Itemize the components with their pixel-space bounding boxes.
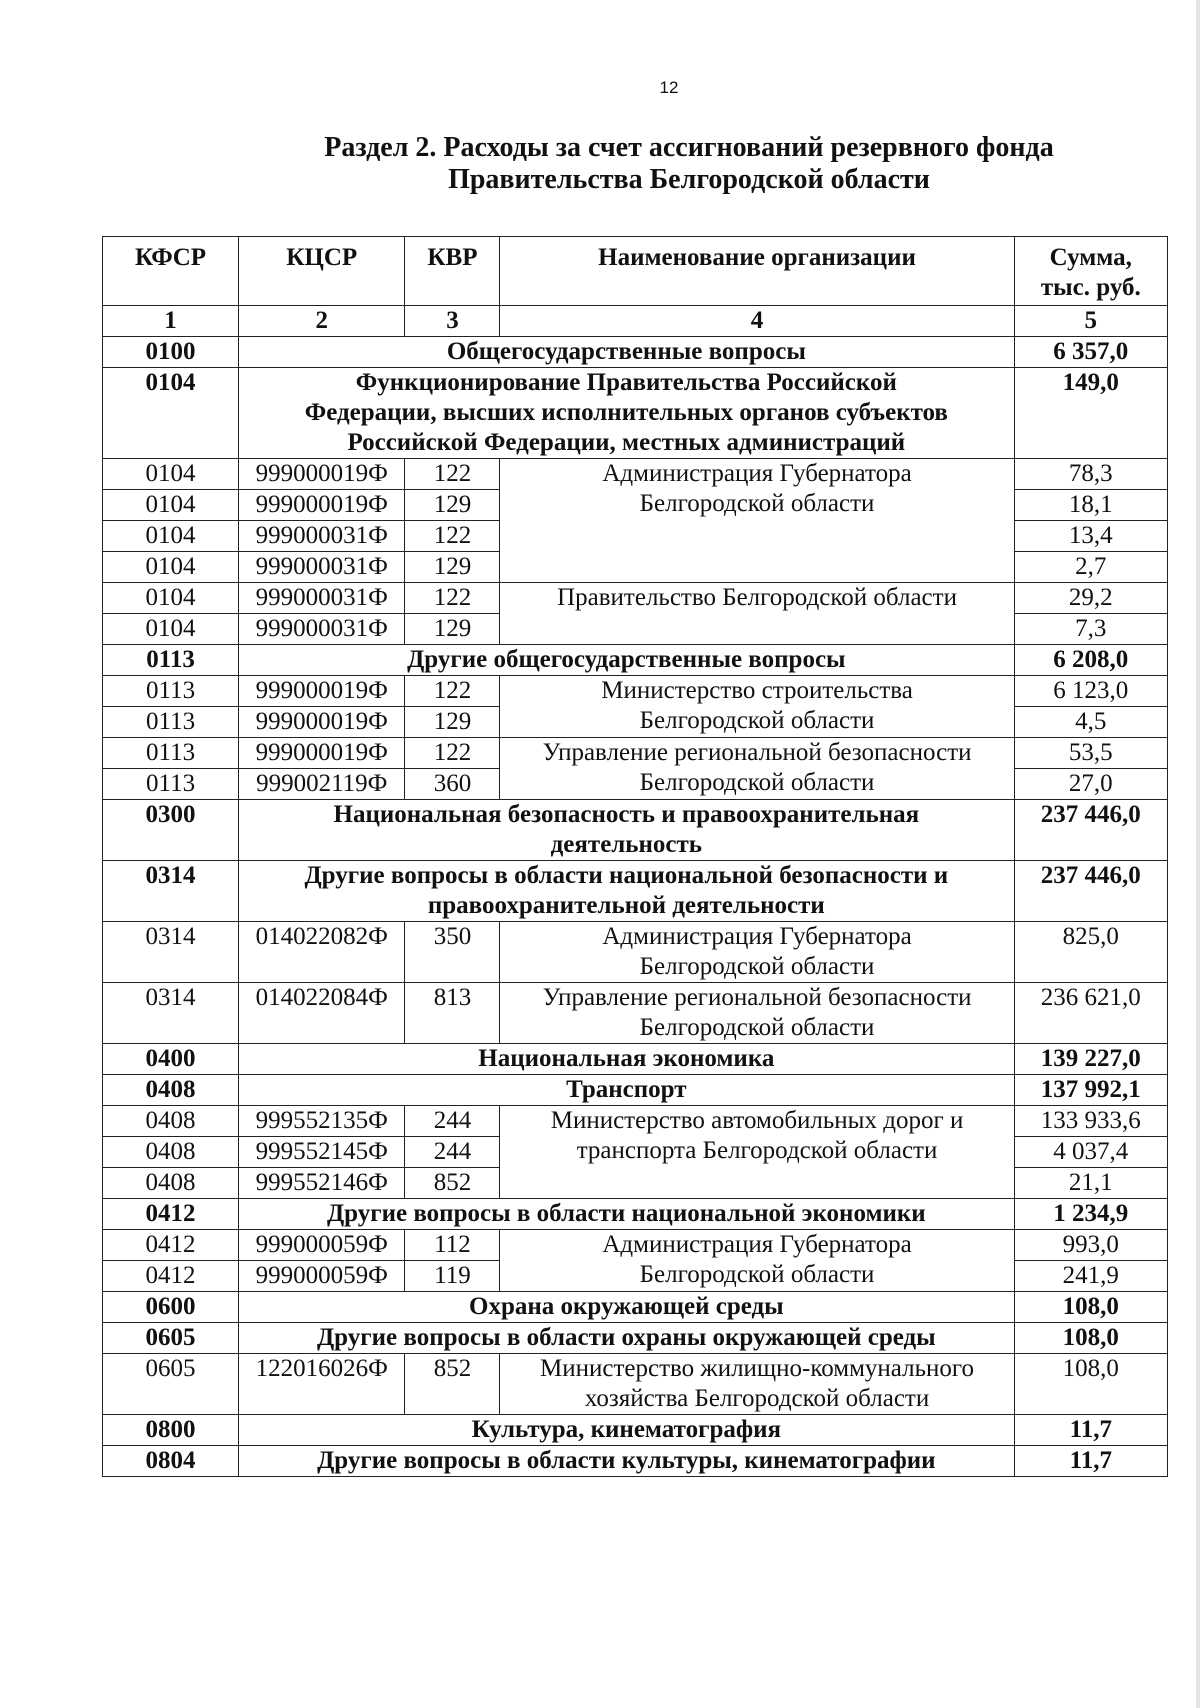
cell-organization — [500, 676, 1014, 738]
cell-sum: 7,3 — [1014, 614, 1167, 645]
cell-kvr: 360 — [405, 769, 500, 800]
cell-sum: 241,9 — [1014, 1261, 1167, 1292]
cell-kcsr: 999552145Ф — [239, 1137, 405, 1168]
subsection-name-line: Российской Федерации, местных администраций — [347, 429, 906, 456]
organization-line: Белгородской области — [639, 1014, 875, 1041]
organization-line: Управление региональной безопасности — [542, 984, 972, 1011]
cell-sum: 825,0 — [1014, 922, 1167, 983]
cell-kfsr: 0314 — [103, 922, 239, 983]
section-name-line: Национальная безопасность и правоохранительная — [333, 801, 920, 828]
section-name: Общегосударственные вопросы — [239, 337, 1015, 368]
subsection-row — [103, 645, 1168, 676]
cell-kcsr: 999000031Ф — [239, 583, 405, 614]
header-kcsr: КЦСР — [239, 237, 405, 306]
section-name: Культура, кинематография — [239, 1415, 1015, 1446]
cell-organization — [500, 738, 1014, 800]
subsection-name — [239, 368, 1015, 459]
cell-kcsr: 999000019Ф — [239, 738, 405, 769]
table-row — [103, 459, 1168, 490]
organization-line: Министерство автомобильных дорог и — [550, 1107, 964, 1134]
cell-kcsr: 999000019Ф — [239, 707, 405, 738]
col-number: 4 — [500, 306, 1014, 337]
subsection-name — [239, 861, 1015, 922]
cell-kvr: 122 — [405, 583, 500, 614]
section-code: 0300 — [103, 800, 239, 861]
cell-kfsr: 0113 — [103, 707, 239, 738]
organization-line: Администрация Губернатора — [602, 923, 912, 950]
table-header-row — [103, 237, 1168, 306]
cell-kvr: 122 — [405, 521, 500, 552]
subsection-row — [103, 1075, 1168, 1106]
organization-line: Администрация Губернатора — [602, 460, 912, 487]
cell-kcsr: 014022084Ф — [239, 983, 405, 1044]
organization-line: Белгородской области — [639, 707, 875, 734]
cell-kcsr: 999000031Ф — [239, 552, 405, 583]
section-sum: 11,7 — [1014, 1415, 1167, 1446]
subsection-code: 0412 — [103, 1199, 239, 1230]
cell-organization: Правительство Белгородской области — [500, 583, 1014, 645]
cell-kcsr: 999000019Ф — [239, 676, 405, 707]
cell-kfsr: 0104 — [103, 552, 239, 583]
header-sum-line-2: тыс. руб. — [1040, 274, 1141, 301]
subsection-name: Другие вопросы в области национальной экономики — [239, 1199, 1015, 1230]
cell-sum: 6 123,0 — [1014, 676, 1167, 707]
organization-line: Белгородской области — [639, 953, 875, 980]
header-sum-line-1: Сумма, — [1049, 244, 1132, 271]
col-number: 3 — [405, 306, 500, 337]
subsection-sum: 149,0 — [1014, 368, 1167, 459]
subsection-sum: 11,7 — [1014, 1446, 1167, 1477]
cell-kcsr: 014022082Ф — [239, 922, 405, 983]
cell-kfsr: 0113 — [103, 676, 239, 707]
cell-organization — [500, 922, 1014, 983]
organization-line: Белгородской области — [639, 490, 875, 517]
header-sum — [1014, 237, 1167, 306]
cell-kvr: 852 — [405, 1354, 500, 1415]
cell-kvr: 119 — [405, 1261, 500, 1292]
page-title — [160, 132, 1200, 196]
cell-organization — [500, 1230, 1014, 1292]
cell-kvr: 129 — [405, 707, 500, 738]
page-number: 12 — [659, 78, 679, 97]
cell-organization — [500, 983, 1014, 1044]
section-sum: 6 357,0 — [1014, 337, 1167, 368]
cell-kvr: 244 — [405, 1137, 500, 1168]
cell-kcsr: 999000019Ф — [239, 490, 405, 521]
table-row — [103, 922, 1168, 983]
cell-sum: 78,3 — [1014, 459, 1167, 490]
cell-kfsr: 0408 — [103, 1106, 239, 1137]
cell-kcsr: 999000031Ф — [239, 614, 405, 645]
table-row — [103, 738, 1168, 769]
cell-sum: 18,1 — [1014, 490, 1167, 521]
subsection-code: 0314 — [103, 861, 239, 922]
cell-kcsr: 999000019Ф — [239, 459, 405, 490]
organization-line: Министерство жилищно-коммунального — [540, 1355, 975, 1382]
column-numbers-row — [103, 306, 1168, 337]
table-row — [103, 1106, 1168, 1137]
subsection-code: 0408 — [103, 1075, 239, 1106]
col-number: 2 — [239, 306, 405, 337]
section-name-line: деятельность — [550, 831, 703, 858]
subsection-name-line: Федерации, высших исполнительных органов субъектов — [304, 399, 948, 426]
header-kfsr: КФСР — [103, 237, 239, 306]
subsection-row — [103, 368, 1168, 459]
organization-line: Министерство строительства — [601, 677, 913, 704]
cell-kvr: 122 — [405, 676, 500, 707]
cell-kfsr: 0605 — [103, 1354, 239, 1415]
section-name — [239, 800, 1015, 861]
section-sum: 139 227,0 — [1014, 1044, 1167, 1075]
section-row — [103, 337, 1168, 368]
subsection-code: 0804 — [103, 1446, 239, 1477]
cell-kcsr: 999002119Ф — [239, 769, 405, 800]
section-name: Охрана окружающей среды — [239, 1292, 1015, 1323]
organization-line: Белгородской области — [639, 769, 875, 796]
subsection-sum: 137 992,1 — [1014, 1075, 1167, 1106]
cell-kfsr: 0408 — [103, 1168, 239, 1199]
header-kvr: КВР — [405, 237, 500, 306]
cell-sum: 236 621,0 — [1014, 983, 1167, 1044]
section-code: 0400 — [103, 1044, 239, 1075]
cell-kvr: 112 — [405, 1230, 500, 1261]
cell-sum: 133 933,6 — [1014, 1106, 1167, 1137]
table-row — [103, 583, 1168, 614]
cell-sum: 993,0 — [1014, 1230, 1167, 1261]
cell-kvr: 122 — [405, 738, 500, 769]
section-row — [103, 1415, 1168, 1446]
cell-kfsr: 0314 — [103, 983, 239, 1044]
section-code: 0100 — [103, 337, 239, 368]
subsection-sum: 237 446,0 — [1014, 861, 1167, 922]
cell-sum: 27,0 — [1014, 769, 1167, 800]
table-row — [103, 983, 1168, 1044]
table-row — [103, 1230, 1168, 1261]
subsection-name-line: правоохранительной деятельности — [427, 892, 825, 919]
subsection-row — [103, 1199, 1168, 1230]
organization-line: Управление региональной безопасности — [542, 739, 972, 766]
cell-kcsr: 999552135Ф — [239, 1106, 405, 1137]
cell-sum: 2,7 — [1014, 552, 1167, 583]
subsection-name-line: Функционирование Правительства Российской — [355, 369, 897, 396]
cell-kfsr: 0412 — [103, 1230, 239, 1261]
page-edge — [1196, 0, 1200, 1708]
header-name: Наименование организации — [500, 237, 1014, 306]
subsection-sum: 6 208,0 — [1014, 645, 1167, 676]
cell-sum: 108,0 — [1014, 1354, 1167, 1415]
section-row — [103, 1044, 1168, 1075]
cell-sum: 4 037,4 — [1014, 1137, 1167, 1168]
organization-line: Администрация Губернатора — [602, 1231, 912, 1258]
cell-kcsr: 999000059Ф — [239, 1230, 405, 1261]
cell-sum: 29,2 — [1014, 583, 1167, 614]
organization-line: хозяйства Белгородской области — [584, 1385, 930, 1412]
section-sum: 108,0 — [1014, 1292, 1167, 1323]
cell-sum: 4,5 — [1014, 707, 1167, 738]
subsection-row — [103, 1323, 1168, 1354]
cell-kfsr: 0104 — [103, 521, 239, 552]
subsection-name: Транспорт — [239, 1075, 1015, 1106]
title-line-2: Правительства Белгородской области — [448, 164, 930, 195]
cell-kfsr: 0104 — [103, 459, 239, 490]
table-row — [103, 1354, 1168, 1415]
cell-kfsr: 0104 — [103, 614, 239, 645]
section-row — [103, 1292, 1168, 1323]
cell-kvr: 129 — [405, 552, 500, 583]
section-code: 0600 — [103, 1292, 239, 1323]
cell-kfsr: 0104 — [103, 583, 239, 614]
cell-kcsr: 122016026Ф — [239, 1354, 405, 1415]
cell-organization — [500, 1354, 1014, 1415]
cell-kfsr: 0113 — [103, 738, 239, 769]
cell-kvr: 813 — [405, 983, 500, 1044]
subsection-row — [103, 861, 1168, 922]
section-name: Национальная экономика — [239, 1044, 1015, 1075]
cell-kvr: 852 — [405, 1168, 500, 1199]
cell-kfsr: 0104 — [103, 490, 239, 521]
subsection-sum: 1 234,9 — [1014, 1199, 1167, 1230]
cell-kcsr: 999552146Ф — [239, 1168, 405, 1199]
cell-kvr: 129 — [405, 614, 500, 645]
cell-organization — [500, 1106, 1014, 1199]
cell-sum: 13,4 — [1014, 521, 1167, 552]
cell-kcsr: 999000031Ф — [239, 521, 405, 552]
col-number: 1 — [103, 306, 239, 337]
subsection-sum: 108,0 — [1014, 1323, 1167, 1354]
cell-kvr: 122 — [405, 459, 500, 490]
title-line-1: Раздел 2. Расходы за счет ассигнований резервного фонда — [324, 132, 1054, 163]
cell-kvr: 244 — [405, 1106, 500, 1137]
subsection-name: Другие вопросы в области культуры, кинематографии — [239, 1446, 1015, 1477]
section-code: 0800 — [103, 1415, 239, 1446]
table-row — [103, 676, 1168, 707]
cell-kvr: 350 — [405, 922, 500, 983]
subsection-code: 0605 — [103, 1323, 239, 1354]
subsection-code: 0104 — [103, 368, 239, 459]
subsection-name: Другие общегосударственные вопросы — [239, 645, 1015, 676]
section-sum: 237 446,0 — [1014, 800, 1167, 861]
subsection-code: 0113 — [103, 645, 239, 676]
cell-kfsr: 0113 — [103, 769, 239, 800]
subsection-row — [103, 1446, 1168, 1477]
cell-kfsr: 0412 — [103, 1261, 239, 1292]
section-row — [103, 800, 1168, 861]
cell-sum: 21,1 — [1014, 1168, 1167, 1199]
cell-kvr: 129 — [405, 490, 500, 521]
subsection-name: Другие вопросы в области охраны окружающей среды — [239, 1323, 1015, 1354]
cell-organization — [500, 459, 1014, 583]
cell-kcsr: 999000059Ф — [239, 1261, 405, 1292]
subsection-name-line: Другие вопросы в области национальной безопасности и — [304, 862, 949, 889]
organization-line: транспорта Белгородской области — [576, 1137, 938, 1164]
col-number: 5 — [1014, 306, 1167, 337]
organization-line: Белгородской области — [639, 1261, 875, 1288]
cell-sum: 53,5 — [1014, 738, 1167, 769]
expenses-table — [102, 236, 1168, 1477]
cell-kfsr: 0408 — [103, 1137, 239, 1168]
